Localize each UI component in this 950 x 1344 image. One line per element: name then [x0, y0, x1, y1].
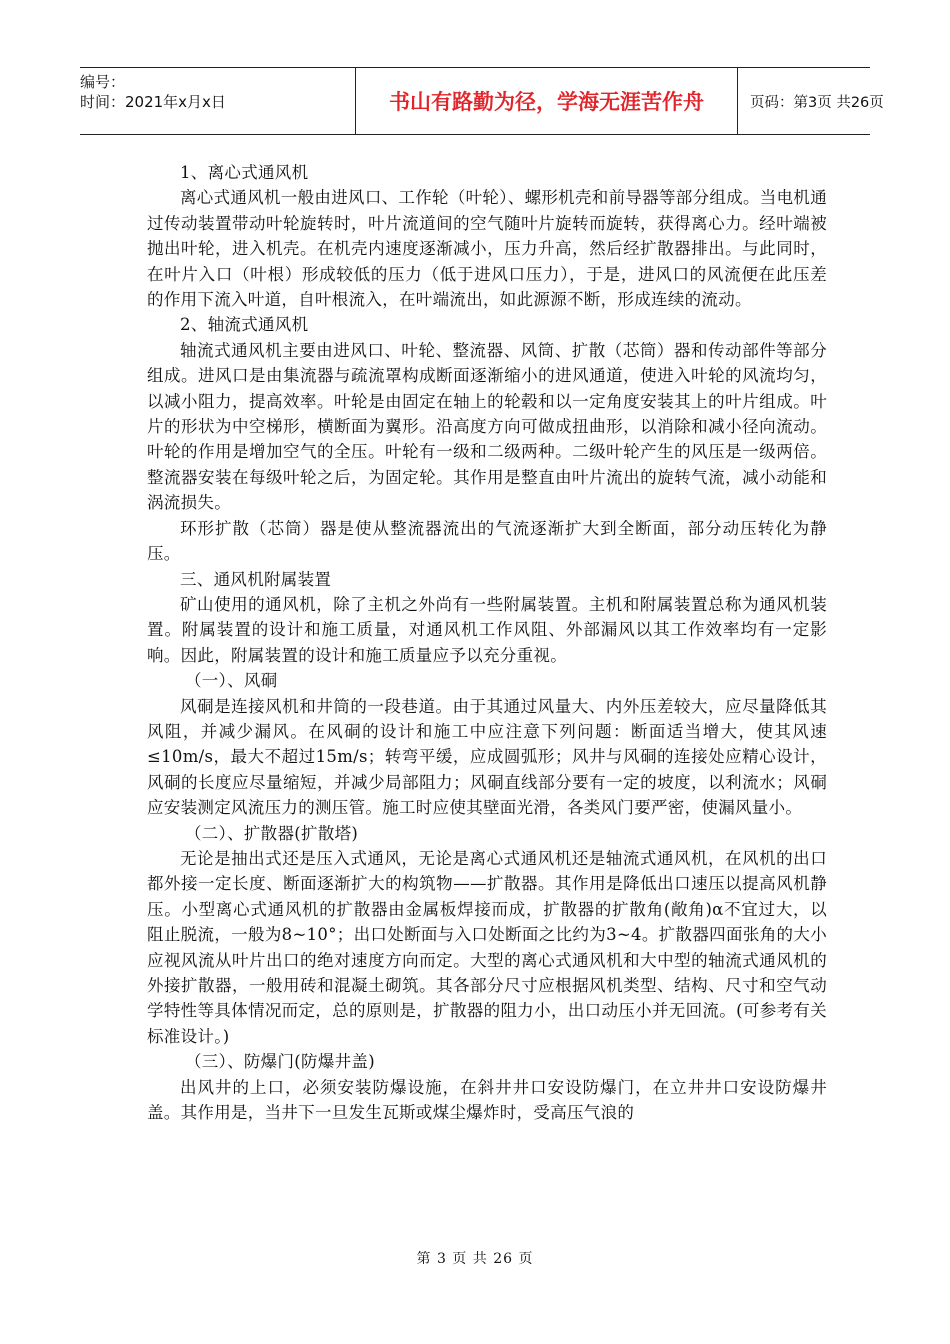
doc-number-label: 编号： — [80, 73, 126, 91]
document-body — [147, 160, 827, 1125]
section-heading: 三、通风机附属装置 — [180, 569, 332, 589]
subsection-heading: （三）、防爆门(防爆井盖) — [184, 1052, 375, 1072]
subsection-heading: （一）、风硐 — [184, 671, 278, 691]
section-heading: 1、离心式通风机 — [180, 163, 309, 182]
page-footer: 第 3 页 共 26 页 — [416, 1251, 534, 1267]
header-page-info: 页码：第3页 共26页 — [750, 94, 884, 111]
subsection-heading: （二）、扩散器(扩散塔) — [184, 823, 359, 843]
header-motto: 书山有路勤为径，学海无涯苦作舟 — [355, 68, 738, 134]
paragraph: 矿山使用的通风机，除了主机之外尚有一些附属装置。主机和附属装置总称为通风机装置。附属装置的设计和施工质量，对通风机工作风阻、外部漏风以其工作效率均有一定影响。因此，附属装置的设计和施工质量应予以充分重视。 — [147, 594, 827, 665]
header-meta — [80, 68, 275, 134]
paragraph: 风硐是连接风机和井筒的一段巷道。由于其通过风量大、内外压差较大，应尽量降低其风阻，并减少漏风。在风硐的设计和施工中应注意下列问题：断面适当增大，使其风速≤10m/s，最大不超过15m/s；转弯平缓，应成圆弧形；风井与风硐的连接处应精心设计，风硐的长度应尽量缩短，并减少局部阻力；风硐直线部分要有一定的坡度，以利流水；风硐应安装测定风流压力的测压管。施工时应使其壁面光滑，各类风门要严密，使漏风量小。 — [147, 696, 827, 818]
paragraph: 离心式通风机一般由进风口、工作轮（叶轮）、螺形机壳和前导器等部分组成。当电机通过传动装置带动叶轮旋转时，叶片流道间的空气随叶片旋转而旋转，获得离心力。经叶端被抛出叶轮，进入机壳。在机壳内速度逐渐减小，压力升高，然后经扩散器排出。与此同时，在叶片入口（叶根）形成较低的压力（低于进风口压力），于是，进风口的风流便在此压差的作用下流入叶道，自叶根流入，在叶端流出，如此源源不断，形成连续的流动。 — [147, 188, 827, 310]
paragraph: 无论是抽出式还是压入式通风，无论是离心式通风机还是轴流式通风机，在风机的出口都外接一定长度、断面逐渐扩大的构筑物——扩散器。其作用是降低出口速压以提高风机静压。小型离心式通风机的扩散器由金属板焊接而成，扩散器的扩散角(敞角)α不宜过大，以阻止脱流，一般为8~10°；出口处断面与入口处断面之比约为3~4。扩散器四面张角的大小应视风流从叶片出口的绝对速度方向而定。大型的离心式通风机和大中型的轴流式通风机的外接扩散器，一般用砖和混凝土砌筑。其各部分尺寸应根据风机类型、结构、尺寸和空气动学特性等具体情况而定，总的原则是，扩散器的阻力小，出口动压小并无回流。(可参考有关标准设计。) — [147, 848, 827, 1046]
paragraph: 出风井的上口，必须安装防爆设施，在斜井井口安设防爆门，在立井井口安设防爆井盖。其作用是，当井下一旦发生瓦斯或煤尘爆炸时，受高压气浪的 — [147, 1077, 827, 1123]
date-label: 时间：2021年x月x日 — [80, 93, 226, 111]
paragraph: 环形扩散（芯筒）器是使从整流器流出的气流逐渐扩大到全断面，部分动压转化为静压。 — [147, 518, 827, 564]
page-header — [80, 67, 884, 135]
paragraph: 轴流式通风机主要由进风口、叶轮、整流器、风筒、扩散（芯筒）器和传动部件等部分组成。进风口是由集流器与疏流罩构成断面逐渐缩小的进风通道，使进入叶轮的风流均匀，以减小阻力，提高效率。叶轮是由固定在轴上的轮毂和以一定角度安装其上的叶片组成。叶片的形状为中空梯形，横断面为翼形。沿高度方向可做成扭曲形，以消除和减小径向流动。叶轮的作用是增加空气的全压。叶轮有一级和二级两种。二级叶轮产生的风压是一级两倍。整流器安装在每级叶轮之后，为固定轮。其作用是整直由叶片流出的旋转气流，减小动能和涡流损失。 — [147, 340, 827, 513]
section-heading: 2、轴流式通风机 — [180, 315, 309, 335]
